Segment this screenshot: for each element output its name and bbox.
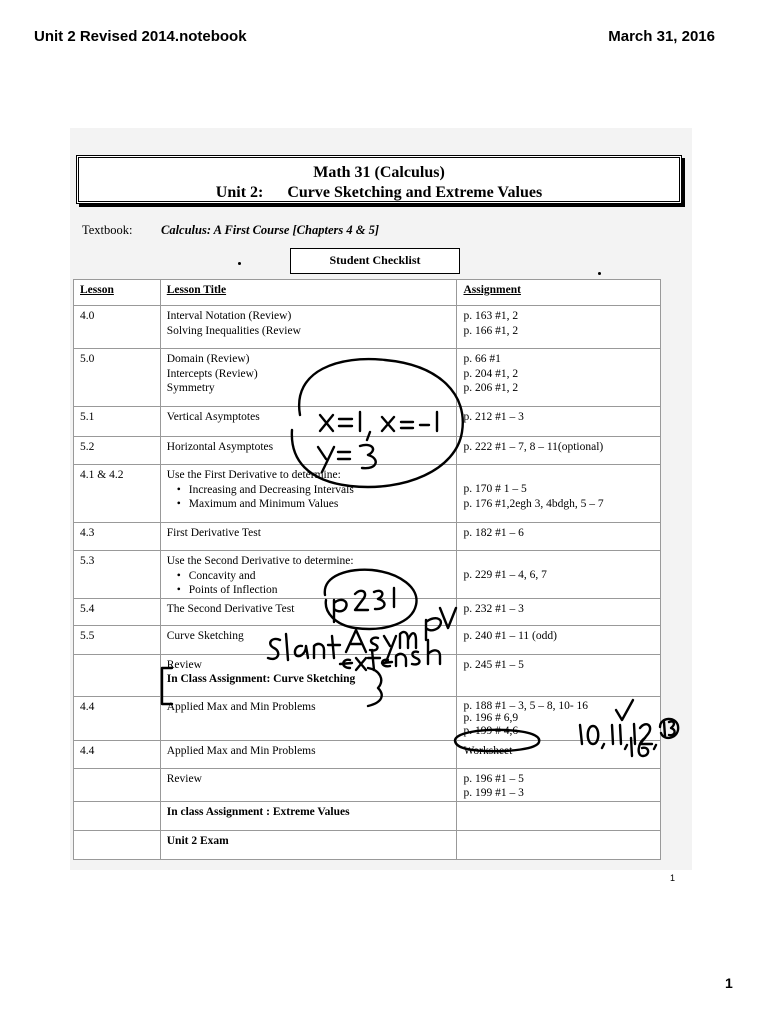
ink-stroke [286,634,288,660]
assignment-line: p. 222 #1 – 7, 8 – 11(optional) [463,441,604,453]
bullet-item: • Increasing and Decreasing Intervals [167,483,451,498]
student-checklist-label: Student Checklist [290,248,460,274]
ink-stroke [320,415,333,431]
assignment-line: p. 196 # 6,9 [463,712,519,724]
title-line: The Second Derivative Test [166,602,295,615]
assignment-line: p. 188 #1 – 3, 5 – 8, 10- 16 [463,699,589,712]
ink-stroke [268,639,280,659]
lesson-cell: 4.3 [74,523,161,551]
title-line: Solving Inequalities (Review [166,324,301,337]
column-header: Lesson Title [160,280,457,306]
ink-ellipse [455,730,539,751]
unit-title: Unit 2: Curve Sketching and Extreme Values [215,184,543,201]
title-line: Horizontal Asymptotes [166,441,274,453]
lesson-cell: 5.3 [74,551,161,599]
lesson-cell: 5.0 [74,349,161,407]
ink-stroke [384,636,396,662]
title-line: Applied Max and Min Problems [166,700,316,713]
ink-bracket [368,668,382,706]
bullet-item: • Points of Inflection [167,583,451,598]
assignment-line: p. 66 #1 [463,353,501,365]
column-header: Assignment [457,280,661,306]
lesson-cell: 5.5 [74,625,161,654]
lesson-cell: 4.0 [74,306,161,349]
ink-stroke [356,658,366,670]
ink-stroke [360,445,376,468]
ink-stroke [355,591,368,610]
lesson-cell: 4.4 [74,696,161,740]
title-line: First Derivative Test [166,527,261,539]
ink-stroke [367,432,370,440]
ink-stroke [382,417,394,431]
lesson-cell: 5.4 [74,598,161,625]
title-line-bold: In Class Assignment: Curve Sketching [166,673,356,685]
ink-stroke [616,700,633,720]
title-line: Curve Sketching [166,629,244,642]
assignment-line: p. 204 #1, 2 [463,367,519,380]
course-title: Math 31 (Calculus) [313,164,445,181]
assignment-line: p. 245 #1 – 5 [463,658,524,671]
assignment-line: p. 176 #1,2egh 3, 4bdgh, 5 – 7 [463,497,604,510]
lesson-cell: 5.2 [74,437,161,465]
ink-stroke [340,660,352,668]
bullet-item: • Maximum and Minimum Values [167,497,451,512]
column-header: Lesson [74,280,161,306]
ink-stroke [370,638,378,651]
ink-stroke [634,724,635,744]
ink-stroke [580,725,582,744]
assignment-line: p. 199 # 4,6 [463,724,519,737]
slide-page-number: 1 [670,873,676,883]
title-line-bold: Unit 2 Exam [166,834,229,847]
title-line: Use the First Derivative to determine: [166,469,341,481]
ink-stroke [664,721,675,736]
lesson-cell: 4.1 & 4.2 [74,465,161,523]
ink-stroke [339,419,352,426]
ink-stroke [412,652,419,665]
ink-stroke [612,725,621,744]
assignment-line: p. 170 # 1 – 5 [463,483,527,495]
page-number: 1 [725,975,733,991]
assignment-line: p. 206 #1, 2 [463,382,519,394]
ink-stroke [400,632,416,648]
title-line-bold: In class Assignment : Extreme Values [166,805,350,818]
ink-bracket [162,668,172,704]
ink-stroke [401,422,413,428]
title-line: Intercepts (Review) [166,367,258,380]
assignment-line: p. 196 #1 – 5 [463,772,524,785]
assignment-line: p. 163 #1, 2 [463,310,519,322]
assignment-line: p. 229 #1 – 4, 6, 7 [463,569,547,581]
assignment-line: p. 212 #1 – 3 [463,411,524,423]
assignment-line: p. 240 #1 – 11 (odd) [463,629,557,642]
ink-stroke [338,452,350,459]
notebook-title: Unit 2 Revised 2014.notebook [34,28,247,45]
assignment-line: p. 199 #1 – 3 [463,787,524,799]
title-line: Symmetry [166,382,215,394]
assignment-line: p. 232 #1 – 3 [463,602,524,615]
title-line: Interval Notation (Review) [166,310,292,322]
ink-stroke [602,744,604,748]
ink-stroke [396,654,406,666]
ink-stroke [428,640,440,664]
ink-stroke [318,447,334,472]
textbook-label: Textbook: [82,223,133,237]
title-line: Review [166,772,202,785]
bullet-item: • Concavity and [167,569,451,584]
ink-stroke [588,726,599,744]
assignment-line: Worksheet [463,744,513,757]
assignment-line: p. 182 #1 – 6 [463,527,524,539]
title-line: Review [166,658,202,671]
ink-stroke [440,608,456,628]
ink-stroke [295,646,308,658]
notebook-date: March 31, 2016 [608,28,715,45]
title-line: Domain (Review) [166,353,250,365]
ink-stroke [328,636,340,658]
ink-stroke [654,745,656,749]
ink-stroke [334,600,347,622]
textbook-value: Calculus: A First Course [Chapters 4 & 5] [161,223,379,237]
ink-stroke [374,591,384,609]
ink-stroke [625,745,627,749]
lesson-cell: 4.4 [74,740,161,768]
ink-stroke [346,630,366,652]
title-line: Vertical Asymptotes [166,411,260,423]
ink-stroke [382,660,392,667]
lesson-cell: 5.1 [74,407,161,437]
title-line: Use the Second Derivative to determine: [166,555,354,567]
ink-stroke [368,650,380,670]
ink-stroke [639,738,648,756]
ink-stroke [314,644,324,658]
assignment-line: p. 166 #1, 2 [463,324,519,337]
ink-stroke [631,738,632,756]
ink-stroke [426,618,441,640]
title-line: Applied Max and Min Problems [166,744,316,757]
